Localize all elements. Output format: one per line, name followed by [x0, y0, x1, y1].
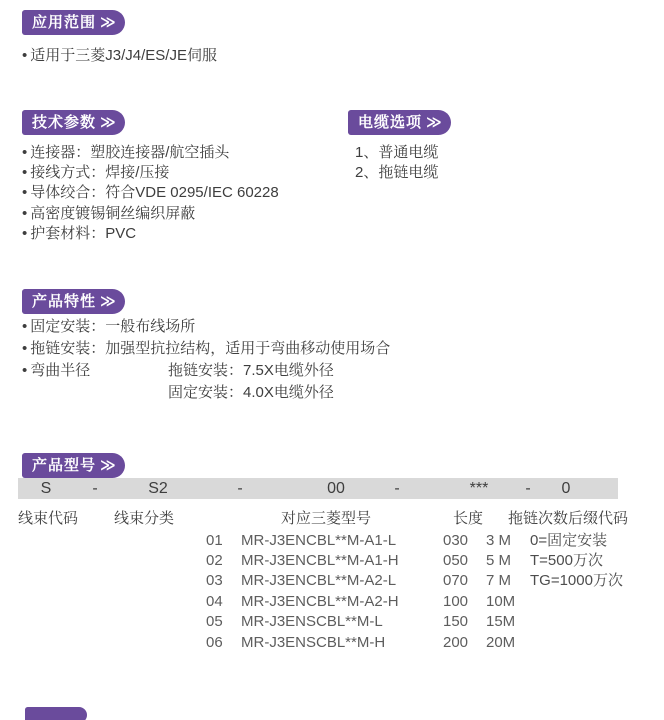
length-code: 100 — [443, 593, 469, 610]
double-chevron-icon: ≫ — [100, 293, 116, 310]
model-code-bar — [18, 478, 618, 499]
cable-option-item: 2、拖链电缆 — [355, 164, 439, 181]
section-badge-label: 电缆选项 — [358, 114, 423, 131]
length-code: 030 — [443, 532, 469, 549]
table-row — [0, 592, 664, 612]
row-number: 01 — [206, 532, 223, 549]
row-number: 02 — [206, 552, 223, 569]
table-row — [0, 551, 664, 571]
feature-item-value: 拖链安装：7.5X电缆外径 — [168, 362, 334, 379]
feature-item: • 拖链安装：加强型抗拉结构，适用于弯曲移动使用场合 — [22, 340, 390, 358]
row-number: 05 — [206, 613, 223, 630]
length-code: 070 — [443, 572, 469, 589]
code-segment: S2 — [148, 480, 168, 497]
length-code: 050 — [443, 552, 469, 569]
model-number: MR-J3ENCBL**M-A2-H — [241, 593, 399, 610]
suffix-code: TG=1000万次 — [530, 572, 623, 589]
application-item: • 适用于三菱J3/J4/ES/JE伺服 — [22, 47, 217, 65]
tech-param-item: • 高密度镀锡铜丝编织屏蔽 — [22, 205, 195, 223]
table-row — [0, 531, 664, 551]
row-number: 03 — [206, 572, 223, 589]
suffix-code: 0=固定安装 — [530, 532, 608, 549]
length-meters: 3 M — [486, 532, 512, 549]
column-header: 线束分类 — [114, 510, 175, 527]
table-row — [0, 571, 664, 591]
length-meters: 10M — [486, 593, 516, 610]
section-badge-tech-params — [22, 110, 125, 135]
section-badge-application — [22, 10, 125, 35]
section-badge-label: 技术参数 — [32, 114, 97, 131]
row-number: 06 — [206, 634, 223, 651]
column-header: 对应三菱型号 — [281, 510, 372, 527]
length-meters: 20M — [486, 634, 516, 651]
table-row — [0, 633, 664, 653]
code-separator: - — [525, 480, 531, 497]
column-header: 拖链次数后缀代码 — [508, 510, 629, 527]
code-segment: *** — [469, 480, 489, 497]
length-code: 150 — [443, 613, 469, 630]
model-table-header — [0, 507, 664, 525]
tech-param-item: • 导体绞合：符合VDE 0295/IEC 60228 — [22, 184, 279, 202]
model-number: MR-J3ENCBL**M-A2-L — [241, 572, 397, 589]
length-code: 200 — [443, 634, 469, 651]
table-row — [0, 612, 664, 632]
code-separator: - — [394, 480, 400, 497]
section-badge-model-code — [22, 453, 125, 478]
column-header: 长度 — [453, 510, 484, 527]
feature-item: • 固定安装：一般布线场所 — [22, 318, 195, 336]
code-separator: - — [237, 480, 243, 497]
model-number: MR-J3ENCBL**M-A1-L — [241, 532, 397, 549]
model-number: MR-J3ENCBL**M-A1-H — [241, 552, 399, 569]
length-meters: 7 M — [486, 572, 512, 589]
code-segment: 00 — [327, 480, 345, 497]
double-chevron-icon: ≫ — [426, 114, 442, 131]
section-badge-product-features — [22, 289, 125, 314]
tech-param-item: • 护套材料：PVC — [22, 225, 136, 243]
row-number: 04 — [206, 593, 223, 610]
cable-option-item: 1、普通电缆 — [355, 144, 439, 161]
next-section-partial-badge — [25, 707, 87, 720]
double-chevron-icon: ≫ — [100, 457, 116, 474]
code-separator: - — [92, 480, 98, 497]
length-meters: 15M — [486, 613, 516, 630]
double-chevron-icon: ≫ — [100, 14, 116, 31]
section-badge-label: 产品型号 — [32, 457, 97, 474]
model-number: MR-J3ENSCBL**M-L — [241, 613, 383, 630]
code-segment: 0 — [561, 480, 571, 497]
column-header: 线束代码 — [18, 510, 79, 527]
suffix-code: T=500万次 — [530, 552, 603, 569]
tech-param-item: • 接线方式：焊接/压接 — [22, 164, 169, 182]
code-segment: S — [40, 480, 52, 497]
feature-item-label: • 弯曲半径 — [22, 362, 90, 380]
length-meters: 5 M — [486, 552, 512, 569]
section-badge-label: 产品特性 — [32, 293, 97, 310]
feature-item-value: 固定安装：4.0X电缆外径 — [168, 384, 334, 401]
section-badge-label: 应用范围 — [32, 14, 97, 31]
model-number: MR-J3ENSCBL**M-H — [241, 634, 386, 651]
double-chevron-icon: ≫ — [100, 114, 116, 131]
tech-param-item: • 连接器：塑胶连接器/航空插头 — [22, 144, 229, 162]
section-badge-cable-options — [348, 110, 451, 135]
